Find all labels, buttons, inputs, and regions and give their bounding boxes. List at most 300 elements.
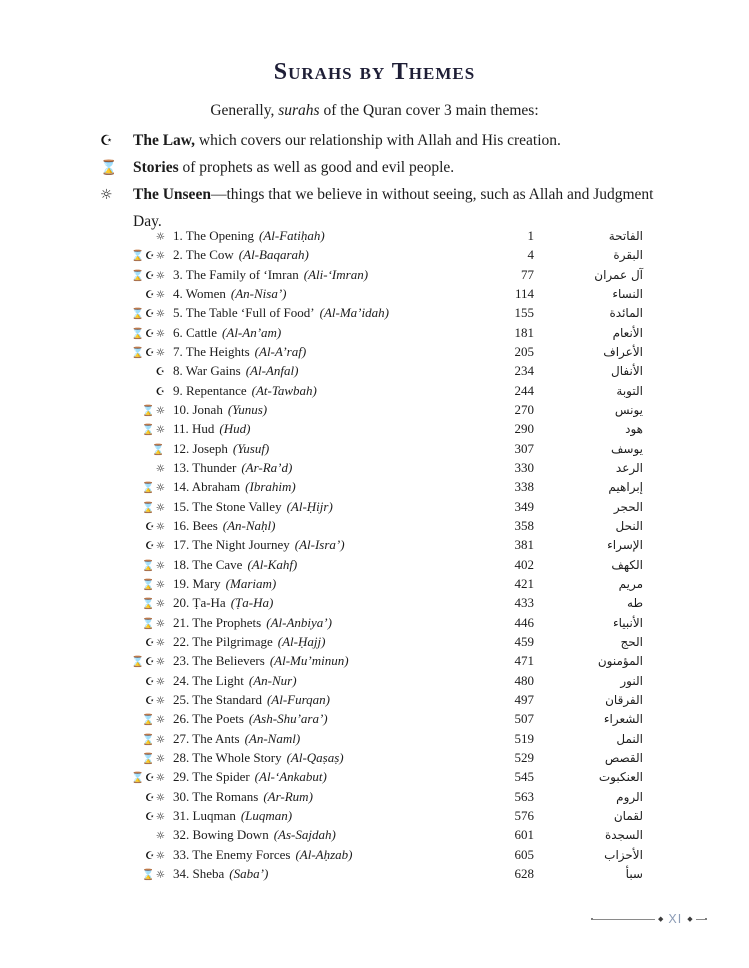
surah-transliteration: (An-Naml) bbox=[244, 730, 301, 746]
surah-row bbox=[100, 265, 643, 284]
sun-icon: ☼ bbox=[155, 346, 166, 359]
hourglass-icon: ⌛ bbox=[141, 424, 156, 437]
sun-icon: ☼ bbox=[155, 868, 166, 881]
surah-transliteration: (Yunus) bbox=[227, 401, 268, 417]
surah-number: 21. bbox=[173, 614, 193, 630]
surah-number: 27. bbox=[173, 730, 193, 746]
sun-icon: ☼ bbox=[155, 424, 166, 437]
surah-page-number: 480 bbox=[514, 672, 534, 688]
hourglass-icon: ⌛ bbox=[141, 733, 156, 746]
surah-number: 1. bbox=[173, 228, 186, 243]
surah-number: 4. bbox=[173, 285, 186, 301]
sun-icon: ☼ bbox=[155, 617, 166, 630]
surah-english-name: The Opening bbox=[185, 228, 254, 243]
surah-theme-icons bbox=[100, 460, 166, 479]
surah-number: 33. bbox=[173, 846, 193, 862]
surah-arabic-name: المؤمنون bbox=[597, 654, 643, 669]
hourglass-icon: ⌛ bbox=[141, 404, 156, 417]
surah-title bbox=[173, 651, 488, 670]
surah-page-number: 205 bbox=[514, 343, 534, 359]
surah-row bbox=[100, 671, 643, 690]
sun-icon: ☼ bbox=[155, 540, 166, 553]
surah-arabic-name: الرعد bbox=[615, 460, 643, 475]
hourglass-icon: ⌛ bbox=[131, 656, 146, 669]
surah-row bbox=[100, 825, 643, 844]
surah-number: 30. bbox=[173, 788, 193, 804]
surah-number: 28. bbox=[173, 749, 193, 765]
surah-page-number: 605 bbox=[514, 846, 534, 862]
surah-english-name: The Standard bbox=[192, 691, 262, 707]
surah-number: 3. bbox=[173, 266, 186, 282]
surah-row bbox=[100, 361, 643, 380]
surah-number: 7. bbox=[173, 343, 186, 359]
sun-icon: ☼ bbox=[155, 830, 166, 843]
sun-icon: ☼ bbox=[155, 250, 166, 263]
surah-transliteration: (Al-A’raf) bbox=[254, 343, 307, 359]
crescent-star-icon: ☪ bbox=[145, 675, 156, 688]
surah-theme-icons bbox=[100, 731, 166, 750]
surah-theme-icons bbox=[100, 653, 166, 672]
surah-arabic-name: مريم bbox=[618, 576, 643, 591]
sun-icon: ☼ bbox=[155, 656, 166, 669]
surah-row bbox=[100, 497, 643, 516]
surah-title bbox=[173, 303, 488, 322]
surah-transliteration: (Al-‘Ankabut) bbox=[254, 769, 327, 785]
surah-transliteration: (Al-Anfal) bbox=[245, 363, 299, 379]
surah-title bbox=[173, 845, 488, 864]
theme-legend bbox=[100, 127, 660, 230]
surah-row bbox=[100, 864, 643, 883]
surah-english-name: The Cow bbox=[185, 247, 234, 263]
surah-number: 16. bbox=[173, 517, 193, 533]
crescent-star-icon: ☪ bbox=[100, 133, 113, 149]
surah-number: 23. bbox=[173, 653, 193, 669]
surah-transliteration: (An-Nur) bbox=[248, 672, 297, 688]
surah-number: 32. bbox=[173, 827, 193, 843]
surah-number: 29. bbox=[173, 769, 193, 785]
hourglass-icon: ⌛ bbox=[141, 482, 156, 495]
surah-english-name: The Pilgrimage bbox=[192, 633, 273, 649]
page-title: Surahs by Themes bbox=[273, 59, 476, 85]
surah-page-number: 270 bbox=[514, 401, 534, 417]
theme-legend-item bbox=[100, 127, 660, 154]
surah-arabic-name: طه bbox=[627, 596, 643, 611]
surah-english-name: The Night Journey bbox=[192, 537, 290, 553]
surah-number: 13. bbox=[173, 459, 193, 475]
surah-page-number: 459 bbox=[514, 633, 534, 649]
surah-number: 8. bbox=[173, 363, 186, 379]
surah-page-number: 349 bbox=[514, 498, 534, 514]
surah-theme-icons bbox=[100, 267, 166, 286]
surah-english-name: The Family of ‘Imran bbox=[185, 266, 299, 282]
footer-right-dot bbox=[705, 918, 707, 920]
theme-legend-description: which covers our relationship with Allah and His creation. bbox=[195, 132, 561, 149]
surah-number: 15. bbox=[173, 498, 193, 514]
surah-transliteration: (Al-Qaṣaṣ) bbox=[286, 749, 344, 765]
surah-english-name: The Enemy Forces bbox=[192, 846, 291, 862]
surah-row bbox=[100, 400, 643, 419]
surah-page-number: 628 bbox=[514, 865, 534, 881]
sun-icon: ☼ bbox=[155, 231, 166, 243]
surah-theme-icons bbox=[100, 518, 166, 537]
surah-theme-icons bbox=[100, 673, 166, 692]
surah-page-number: 563 bbox=[514, 788, 534, 804]
surah-arabic-name: يونس bbox=[614, 402, 643, 417]
surah-title bbox=[173, 535, 488, 554]
surah-title bbox=[173, 806, 488, 825]
surah-transliteration: (Al-Furqan) bbox=[266, 691, 330, 707]
surah-title bbox=[173, 613, 488, 632]
theme-legend-item bbox=[100, 181, 660, 230]
surah-transliteration: (Al-Ḥijr) bbox=[286, 498, 333, 514]
surah-page-number: 358 bbox=[514, 517, 534, 533]
diamond-ornament-icon: ◆ bbox=[658, 914, 664, 923]
surah-number: 17. bbox=[173, 537, 193, 553]
surah-theme-icons bbox=[100, 808, 166, 827]
surah-row bbox=[100, 767, 643, 786]
surah-english-name: The Heights bbox=[185, 343, 250, 359]
surah-english-name: The Table ‘Full of Food’ bbox=[185, 305, 315, 321]
sun-icon: ☼ bbox=[155, 714, 166, 727]
surah-theme-icons bbox=[100, 692, 166, 711]
surah-page-number: 433 bbox=[514, 595, 534, 611]
surah-row bbox=[100, 419, 643, 438]
crescent-star-icon: ☪ bbox=[155, 366, 166, 379]
surah-transliteration: (An-Nisa’) bbox=[230, 285, 287, 301]
surah-arabic-name: الأنعام bbox=[612, 325, 643, 340]
surah-title bbox=[173, 555, 488, 574]
surah-transliteration: (Al-Baqarah) bbox=[238, 247, 309, 263]
surah-page-number: 330 bbox=[514, 459, 534, 475]
sun-icon: ☼ bbox=[155, 578, 166, 591]
surah-arabic-name: العنكبوت bbox=[598, 770, 643, 785]
surah-row bbox=[100, 690, 643, 709]
surah-title bbox=[173, 574, 488, 593]
surah-transliteration: (Ali-‘Imran) bbox=[303, 266, 369, 282]
sun-icon: ☼ bbox=[155, 733, 166, 746]
surah-transliteration: (Al-Isra’) bbox=[294, 537, 345, 553]
surah-title bbox=[173, 458, 488, 477]
surah-transliteration: (Ar-Rum) bbox=[263, 788, 313, 804]
theme-legend-description: of prophets as well as good and evil people. bbox=[178, 159, 455, 176]
surah-arabic-name: البقرة bbox=[613, 248, 643, 263]
surah-arabic-name: الروم bbox=[616, 789, 643, 804]
surah-transliteration: (Ibrahim) bbox=[245, 479, 296, 495]
surah-title bbox=[173, 381, 488, 400]
surah-arabic-name: هود bbox=[625, 422, 643, 437]
surah-transliteration: (Ṭa-Ha) bbox=[230, 595, 274, 611]
surah-english-name: The Poets bbox=[192, 711, 244, 727]
surah-english-name: Jonah bbox=[192, 401, 223, 417]
surah-arabic-name: لقمان bbox=[613, 808, 643, 823]
surah-english-name: Ṭa-Ha bbox=[192, 595, 226, 611]
surah-transliteration: (An-Naḥl) bbox=[222, 517, 276, 533]
crescent-star-icon: ☪ bbox=[145, 288, 156, 301]
surah-page-number: 471 bbox=[514, 653, 534, 669]
surah-theme-icons bbox=[100, 827, 166, 846]
surah-page-number: 497 bbox=[514, 691, 534, 707]
surah-theme-icons bbox=[100, 479, 166, 498]
surah-theme-icons bbox=[100, 769, 166, 788]
surah-theme-icons bbox=[100, 344, 166, 363]
sun-icon: ☼ bbox=[155, 675, 166, 688]
surah-arabic-name: آل عمران bbox=[594, 267, 643, 282]
surah-theme-icons bbox=[100, 383, 166, 402]
crescent-star-icon: ☪ bbox=[145, 694, 156, 707]
surah-transliteration: (Al-Aḥzab) bbox=[295, 846, 353, 862]
surah-english-name: Mary bbox=[192, 575, 221, 591]
surah-english-name: The Believers bbox=[192, 653, 265, 669]
surah-page-number: 181 bbox=[514, 324, 534, 340]
surah-number: 18. bbox=[173, 556, 193, 572]
surah-number: 22. bbox=[173, 633, 193, 649]
surah-page-number: 519 bbox=[514, 730, 534, 746]
crescent-star-icon: ☪ bbox=[145, 520, 156, 533]
surah-arabic-name: الحج bbox=[620, 634, 643, 649]
surah-english-name: War Gains bbox=[185, 363, 241, 379]
hourglass-icon: ⌛ bbox=[131, 250, 146, 263]
surah-title bbox=[173, 226, 488, 245]
surah-english-name: Women bbox=[185, 285, 226, 301]
surah-arabic-name: الأنبياء bbox=[612, 615, 643, 630]
surah-arabic-name: الأعراف bbox=[603, 344, 643, 359]
surah-arabic-name: النور bbox=[620, 673, 643, 688]
hourglass-icon: ⌛ bbox=[151, 443, 166, 456]
surah-number: 5. bbox=[173, 305, 186, 321]
surah-title bbox=[173, 825, 488, 844]
surah-title bbox=[173, 516, 488, 535]
sun-icon: ☼ bbox=[155, 636, 166, 649]
sun-icon: ☼ bbox=[155, 482, 166, 495]
surah-row bbox=[100, 284, 643, 303]
surah-title bbox=[173, 284, 488, 303]
surah-page-number: 507 bbox=[514, 711, 534, 727]
sun-icon: ☼ bbox=[155, 404, 166, 417]
sun-icon: ☼ bbox=[155, 810, 166, 823]
surah-transliteration: (Al-Ma’idah) bbox=[319, 305, 389, 321]
sun-icon: ☼ bbox=[155, 791, 166, 804]
surah-transliteration: (Al-Anbiya’) bbox=[266, 614, 332, 630]
surah-row bbox=[100, 748, 643, 767]
surah-english-name: The Ants bbox=[192, 730, 240, 746]
surah-list bbox=[100, 226, 643, 883]
surah-title bbox=[173, 497, 488, 516]
surah-theme-icons bbox=[100, 634, 166, 653]
crescent-star-icon: ☪ bbox=[145, 308, 156, 321]
intro-post: of the Quran cover 3 main themes: bbox=[319, 102, 539, 119]
hourglass-icon: ⌛ bbox=[141, 868, 156, 881]
surah-row bbox=[100, 632, 643, 651]
surah-theme-icons bbox=[100, 363, 166, 382]
surah-number: 20. bbox=[173, 595, 193, 611]
surah-number: 24. bbox=[173, 672, 193, 688]
surah-number: 10. bbox=[173, 401, 193, 417]
surah-transliteration: (As-Sajdah) bbox=[273, 827, 336, 843]
surah-arabic-name: سبأ bbox=[625, 866, 643, 881]
diamond-ornament-icon: ◆ bbox=[687, 914, 693, 923]
surah-title bbox=[173, 361, 488, 380]
surah-arabic-name: الشعراء bbox=[603, 712, 643, 727]
intro-emphasis: surahs bbox=[278, 102, 320, 119]
surah-arabic-name: المائدة bbox=[609, 306, 643, 321]
surah-title bbox=[173, 400, 488, 419]
surah-arabic-name: إبراهيم bbox=[608, 480, 643, 495]
surah-arabic-name: الكهف bbox=[611, 557, 643, 572]
surah-number: 9. bbox=[173, 382, 186, 398]
surah-title bbox=[173, 477, 488, 496]
surah-page-number: 290 bbox=[514, 421, 534, 437]
surah-title bbox=[173, 729, 488, 748]
sun-icon: ☼ bbox=[155, 308, 166, 321]
surah-english-name: Thunder bbox=[192, 459, 237, 475]
sun-icon: ☼ bbox=[155, 598, 166, 611]
hourglass-icon: ⌛ bbox=[141, 598, 156, 611]
surah-theme-icons bbox=[100, 421, 166, 440]
surah-row bbox=[100, 787, 643, 806]
hourglass-icon: ⌛ bbox=[131, 327, 146, 340]
surah-theme-icons bbox=[100, 750, 166, 769]
sun-icon: ☼ bbox=[155, 520, 166, 533]
theme-legend-label: The Unseen bbox=[133, 186, 211, 203]
theme-legend-item bbox=[100, 154, 660, 181]
surah-row bbox=[100, 806, 643, 825]
surah-english-name: The Cave bbox=[192, 556, 243, 572]
surah-number: 31. bbox=[173, 807, 193, 823]
surah-page-number: 114 bbox=[514, 285, 534, 301]
crescent-star-icon: ☪ bbox=[145, 849, 156, 862]
surah-english-name: Sheba bbox=[192, 865, 225, 881]
surah-page-number: 381 bbox=[514, 537, 534, 553]
surah-row bbox=[100, 516, 643, 535]
surah-number: 2. bbox=[173, 247, 186, 263]
hourglass-icon: ⌛ bbox=[100, 160, 118, 176]
theme-legend-description: —things that we believe in without seeing, such as Allah and Judgment Day. bbox=[133, 186, 654, 230]
surah-english-name: Repentance bbox=[186, 382, 247, 398]
surah-theme-icons bbox=[100, 615, 166, 634]
surah-title bbox=[173, 342, 488, 361]
surah-transliteration: (Al-Kahf) bbox=[247, 556, 298, 572]
theme-legend-text bbox=[133, 127, 561, 154]
surah-transliteration: (At-Tawbah) bbox=[251, 382, 317, 398]
hourglass-icon: ⌛ bbox=[131, 772, 146, 785]
surah-number: 25. bbox=[173, 691, 193, 707]
hourglass-icon: ⌛ bbox=[131, 269, 146, 282]
surah-row bbox=[100, 555, 643, 574]
surah-theme-icons bbox=[100, 228, 166, 247]
sun-icon: ☼ bbox=[100, 187, 113, 203]
crescent-star-icon: ☪ bbox=[145, 772, 156, 785]
crescent-star-icon: ☪ bbox=[145, 636, 156, 649]
surah-row bbox=[100, 613, 643, 632]
surah-transliteration: (Saba’) bbox=[229, 865, 269, 881]
surah-page-number: 4 bbox=[527, 247, 534, 263]
hourglass-icon: ⌛ bbox=[141, 617, 156, 630]
hourglass-icon: ⌛ bbox=[131, 308, 146, 321]
surah-transliteration: (Luqman) bbox=[240, 807, 293, 823]
surah-english-name: Joseph bbox=[192, 440, 228, 456]
surah-page-number: 1 bbox=[527, 228, 534, 243]
surah-row bbox=[100, 342, 643, 361]
hourglass-icon: ⌛ bbox=[141, 578, 156, 591]
surah-arabic-name: التوبة bbox=[616, 383, 643, 398]
crescent-star-icon: ☪ bbox=[145, 250, 156, 263]
footer-rule-short bbox=[696, 919, 705, 920]
surah-row bbox=[100, 593, 643, 612]
surah-row bbox=[100, 477, 643, 496]
hourglass-icon: ⌛ bbox=[141, 501, 156, 514]
folio-page-number: XI bbox=[668, 912, 683, 926]
crescent-star-icon: ☪ bbox=[145, 269, 156, 282]
sun-icon: ☼ bbox=[155, 327, 166, 340]
surah-title bbox=[173, 265, 488, 284]
surah-theme-icons bbox=[100, 247, 166, 266]
surah-row bbox=[100, 574, 643, 593]
surah-theme-icons bbox=[100, 305, 166, 324]
surah-theme-icons bbox=[100, 537, 166, 556]
intro-pre: Generally, bbox=[210, 102, 279, 119]
surah-transliteration: (Ar-Ra’d) bbox=[241, 459, 293, 475]
surah-arabic-name: السجدة bbox=[604, 828, 643, 843]
theme-legend-label: The Law, bbox=[133, 132, 196, 149]
surah-english-name: The Prophets bbox=[192, 614, 262, 630]
surah-english-name: The Whole Story bbox=[192, 749, 282, 765]
surah-title bbox=[173, 864, 488, 883]
surah-arabic-name: الفرقان bbox=[605, 692, 643, 707]
surah-english-name: Bowing Down bbox=[192, 827, 269, 843]
surah-transliteration: (Al-Mu’minun) bbox=[269, 653, 349, 669]
surah-english-name: Luqman bbox=[192, 807, 236, 823]
surah-number: 26. bbox=[173, 711, 193, 727]
surah-theme-icons bbox=[100, 847, 166, 866]
sun-icon: ☼ bbox=[155, 288, 166, 301]
surah-theme-icons bbox=[100, 402, 166, 421]
surah-transliteration: (Mariam) bbox=[225, 575, 277, 591]
theme-legend-label: Stories bbox=[133, 159, 179, 176]
surah-title bbox=[173, 323, 488, 342]
surah-number: 11. bbox=[173, 421, 193, 437]
crescent-star-icon: ☪ bbox=[145, 327, 156, 340]
surah-theme-icons bbox=[100, 286, 166, 305]
crescent-star-icon: ☪ bbox=[155, 385, 166, 398]
surah-title bbox=[173, 709, 488, 728]
surah-arabic-name: الأحزاب bbox=[604, 847, 643, 862]
surah-english-name: Bees bbox=[192, 517, 218, 533]
surah-english-name: Abraham bbox=[191, 479, 241, 495]
surah-theme-icons bbox=[100, 499, 166, 518]
sun-icon: ☼ bbox=[155, 269, 166, 282]
hourglass-icon: ⌛ bbox=[131, 346, 146, 359]
surah-theme-icons bbox=[100, 576, 166, 595]
surah-page-number: 421 bbox=[514, 575, 534, 591]
surah-arabic-name: النساء bbox=[612, 286, 643, 301]
surah-page-number: 77 bbox=[521, 266, 534, 282]
surah-transliteration: (Ash-Shu’ara’) bbox=[248, 711, 328, 727]
surah-arabic-name: النمل bbox=[616, 731, 643, 746]
surah-arabic-name: النحل bbox=[615, 518, 643, 533]
sun-icon: ☼ bbox=[155, 772, 166, 785]
surah-page-number: 601 bbox=[514, 827, 534, 843]
surah-row bbox=[100, 245, 643, 264]
surah-theme-icons bbox=[100, 557, 166, 576]
surah-arabic-name: القصص bbox=[604, 750, 643, 765]
surah-page-number: 576 bbox=[514, 807, 534, 823]
surah-theme-icons bbox=[100, 789, 166, 808]
surah-row bbox=[100, 381, 643, 400]
surah-row bbox=[100, 439, 643, 458]
surah-english-name: The Romans bbox=[192, 788, 259, 804]
crescent-star-icon: ☪ bbox=[145, 656, 156, 669]
footer-rule-long bbox=[593, 919, 655, 920]
